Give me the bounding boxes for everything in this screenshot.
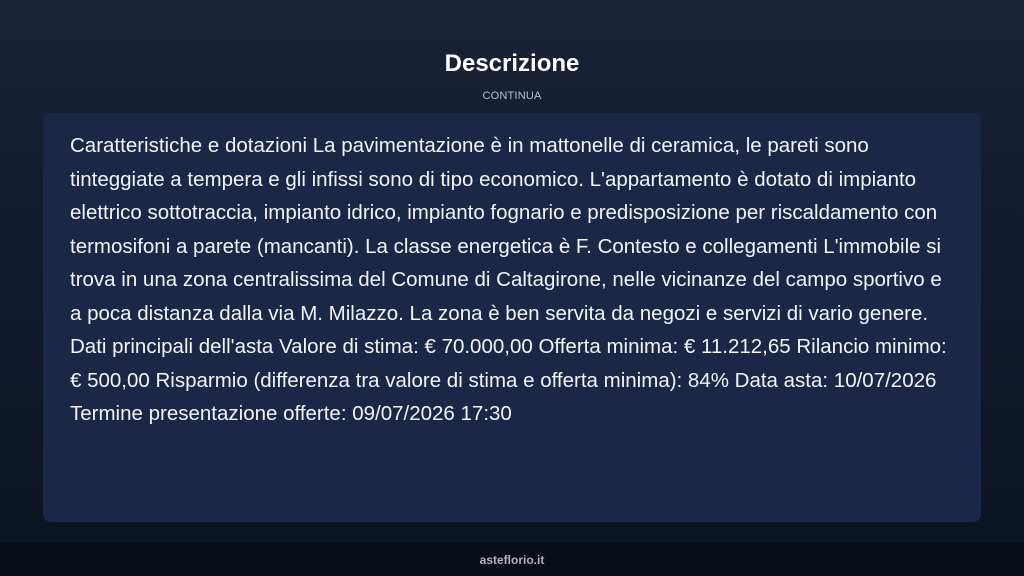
description-card: [43, 113, 981, 522]
page-title: Descrizione: [444, 50, 580, 77]
site-name: asteflorio.it: [479, 553, 545, 567]
continue-label[interactable]: CONTINUA: [482, 90, 542, 102]
footer-bar: [0, 543, 1024, 576]
description-text: Caratteristiche e dotazioni La pavimentazione è in mattonelle di ceramica, le pareti sono tinteggiate a tempera e gli infissi sono di tipo economico. L'appartamento è dotato di impianto elettrico sottotraccia, impianto idrico, impianto fognario e predisposizione per riscaldamento con termosifoni a parete (mancanti). La classe energetica è F. Contesto e collegamenti L'immobile si trova in una zona centralissima del Comune di Caltagirone, nelle vicinanze del campo sportivo e a poca distanza dalla via M. Milazzo. La zona è ben servita da negozi e servizi di vario genere. Dati principali dell'asta Valore di stima: € 70.000,00 Offerta minima: € 11.212,65 Rilancio minimo: € 500,00 Risparmio (differenza tra valore di stima e offerta minima): 84% Data asta: 10/07/2026 Termine presentazione offerte: 09/07/2026 17:30: [70, 134, 947, 425]
